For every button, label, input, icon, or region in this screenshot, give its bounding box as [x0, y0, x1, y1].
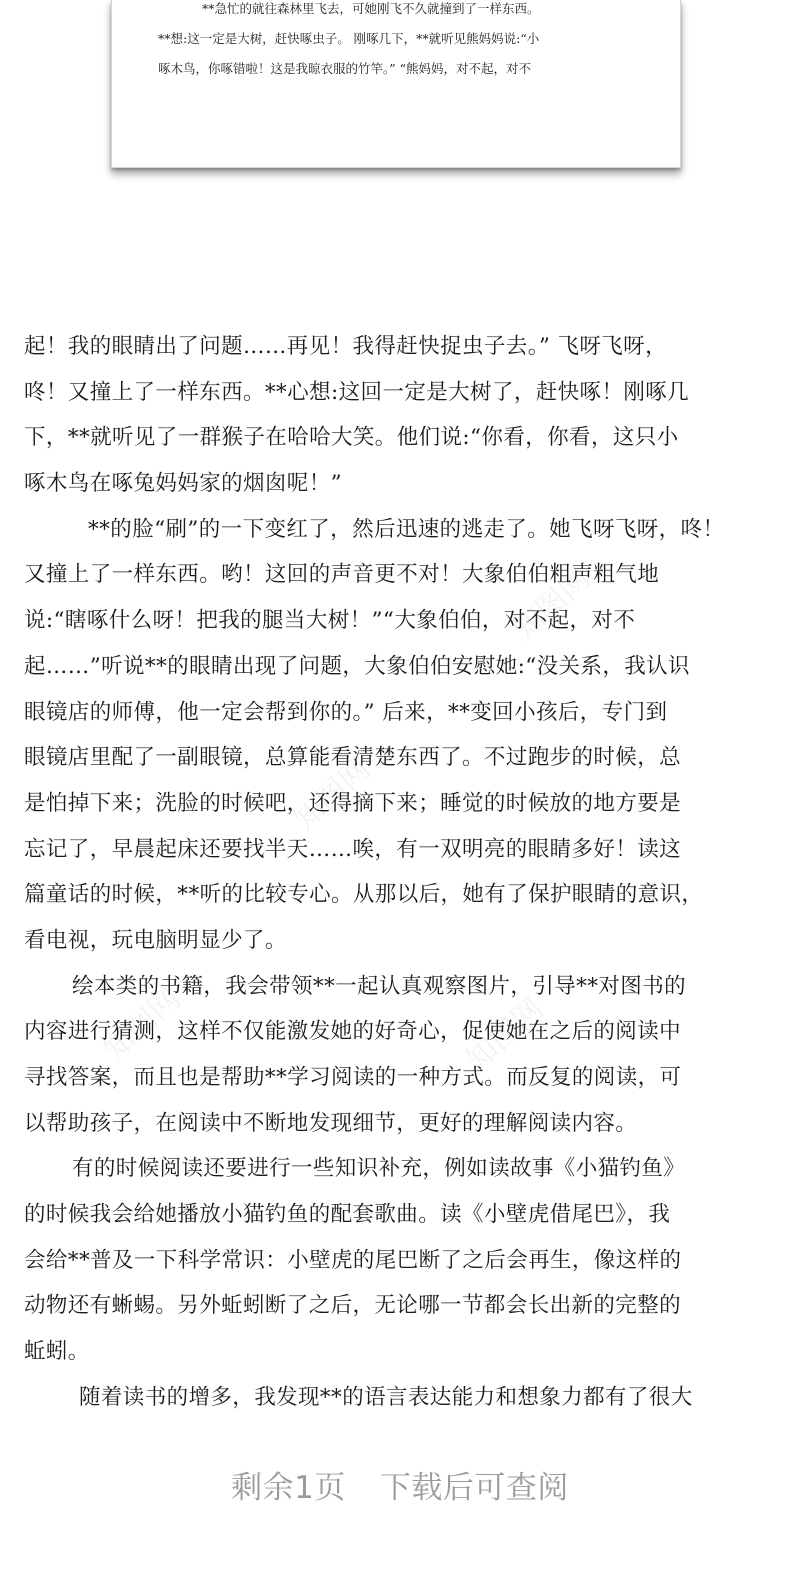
download-hint-label[interactable]: 下载后可查阅 — [379, 1470, 569, 1506]
body-line: 随着读书的增多，我发现**的语言表达能力和想象力都有了很大 — [79, 1384, 693, 1410]
body-line: 说:“瞎啄什么呀！把我的腿当大树！”“大象伯伯，对不起，对不 — [24, 608, 636, 634]
body-line: 啄木鸟在啄兔妈妈家的烟囱呢！” — [24, 471, 342, 497]
remaining-pages-label[interactable]: 剩余1页 — [231, 1470, 346, 1506]
body-line: 蚯蚓。 — [24, 1339, 90, 1365]
watermark: 知图网 — [287, 751, 378, 838]
document-body — [24, 324, 776, 1421]
body-line: 眼镜店里配了一副眼镜，总算能看清楚东西了。不过跑步的时候，总 — [24, 745, 682, 771]
body-line: 起……”听说**的眼睛出现了问题，大象伯伯安慰她:“没关系，我认识 — [24, 653, 690, 679]
body-line: 会给**普及一下科学常识：小壁虎的尾巴断了之后会再生，像这样的 — [24, 1247, 682, 1273]
body-line: 以帮助孩子，在阅读中不断地发现细节，更好的理解阅读内容。 — [24, 1110, 638, 1136]
preview-line: **急忙的就往森林里飞去，可她刚飞不久就撞到了一样东西。 — [202, 1, 540, 16]
body-line: 寻找答案，而且也是帮助**学习阅读的一种方式。而反复的阅读，可 — [24, 1065, 682, 1090]
body-line: 下，**就听见了一群猴子在哈哈大笑。他们说:“你看，你看，这只小 — [24, 425, 679, 451]
body-line: 绘本类的书籍，我会带领**一起认真观察图片，引导**对图书的 — [72, 973, 687, 999]
watermark: 知图网 — [97, 981, 188, 1068]
body-line: 起！我的眼睛出了问题……再见！我得赶快捉虫子去。” 飞呀飞呀， — [24, 334, 667, 359]
body-line: 咚！又撞上了一样东西。**心想:这回一定是大树了，赶快啄！刚啄几 — [24, 379, 690, 405]
download-prompt-banner[interactable] — [0, 1462, 800, 1507]
body-line: 忘记了，早晨起床还要找半天……唉，有一双明亮的眼睛多好！读这 — [24, 836, 682, 862]
preview-line: 啄木鸟，你啄错啦！这是我晾衣服的竹竿。” “熊妈妈，对不起，对不 — [158, 61, 532, 76]
body-line: 眼镜店的师傅，他一定会帮到你的。” 后来，**变回小孩后，专门到 — [24, 699, 668, 725]
body-line: 看电视，玩电脑明显少了。 — [24, 927, 287, 953]
body-line: 的时候我会给她播放小猫钓鱼的配套歌曲。读《小壁虎借尾巴》，我 — [24, 1202, 671, 1228]
preview-page-card — [111, 0, 681, 168]
body-line: 篇童话的时候，**听的比较专心。从那以后，她有了保护眼睛的意识， — [24, 882, 704, 908]
body-line: 动物还有蜥蜴。另外蚯蚓断了之后，无论哪一节都会长出新的完整的 — [24, 1293, 682, 1319]
watermark: 知图网 — [460, 991, 551, 1078]
body-line: 是怕掉下来；洗脸的时候吧，还得摘下来；睡觉的时候放的地方要是 — [24, 790, 682, 816]
body-line: 内容进行猜测，这样不仅能激发她的好奇心，促使她在之后的阅读中 — [24, 1019, 682, 1045]
watermark: 知图网 — [507, 561, 598, 648]
preview-line: **想:这一定是大树，赶快啄虫子。 刚啄几下，**就听见熊妈妈说:“小 — [158, 31, 540, 46]
body-line: 有的时候阅读还要进行一些知识补充，例如读故事《小猫钓鱼》 — [72, 1156, 686, 1182]
body-line: 又撞上了一样东西。哟！这回的声音更不对！大象伯伯粗声粗气地 — [24, 562, 660, 588]
body-line: **的脸“刷”的一下变红了，然后迅速的逃走了。她飞呀飞呀，咚！ — [88, 516, 725, 542]
